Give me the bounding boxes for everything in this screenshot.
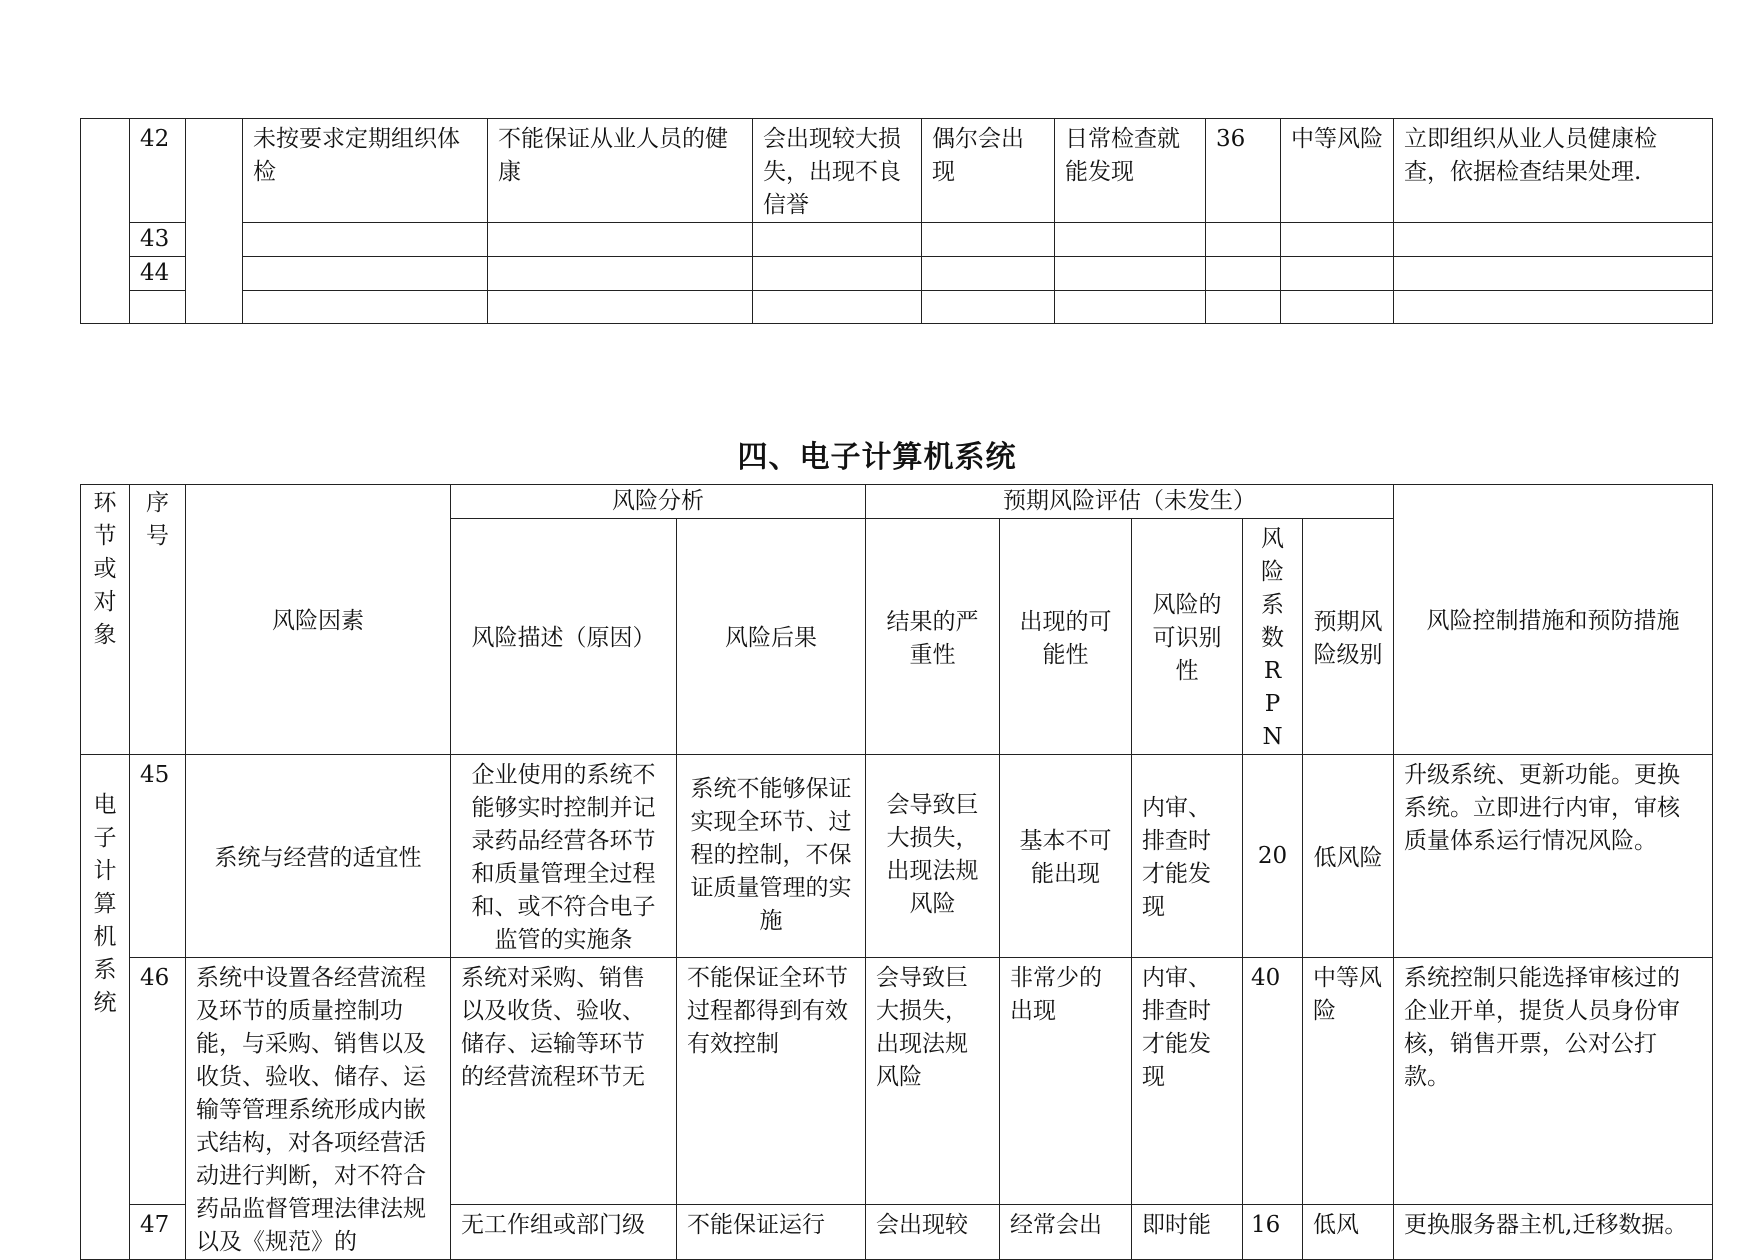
detectability-cell: 内审、排查时才能发现 <box>1132 958 1243 1205</box>
segment-label: 电子计算机系统 <box>93 792 117 1016</box>
risk-consequence-cell: 不能保证从业人员的健康 <box>488 119 753 223</box>
severity-cell: 会出现较大损失，出现不良信誉 <box>753 119 922 223</box>
control-measure-cell: 立即组织从业人员健康检查，依据检查结果处理. <box>1394 119 1713 223</box>
rpn-cell: 36 <box>1206 119 1281 223</box>
empty-cell <box>1206 291 1281 324</box>
empty-cell <box>1281 223 1394 257</box>
risk-description-cell: 无工作组或部门级 <box>451 1205 677 1260</box>
risk-table-continued <box>80 118 1713 324</box>
likelihood-header: 出现的可能性 <box>1000 519 1132 755</box>
empty-cell <box>1281 291 1394 324</box>
detectability-cell: 日常检查就能发现 <box>1055 119 1206 223</box>
empty-cell <box>488 291 753 324</box>
likelihood-cell: 偶尔会出现 <box>922 119 1055 223</box>
number-header-text: 序号 <box>146 490 169 549</box>
risk-description-header: 风险描述（原因） <box>451 519 677 755</box>
empty-cell <box>1206 223 1281 257</box>
detectability-header: 风险的可识别性 <box>1132 519 1243 755</box>
risk-factor-header: 风险因素 <box>186 485 451 755</box>
empty-cell <box>1055 257 1206 291</box>
risk-level-cell: 中等风险 <box>1303 958 1394 1205</box>
row-number: 45 <box>130 755 186 958</box>
empty-cell <box>922 223 1055 257</box>
empty-cell <box>243 223 488 257</box>
table-row <box>81 223 1713 257</box>
row-number: 42 <box>130 119 186 223</box>
control-measure-header: 风险控制措施和预防措施 <box>1394 485 1713 755</box>
empty-cell <box>753 257 922 291</box>
segment-header-text: 环节或对象 <box>93 490 117 648</box>
empty-cell <box>130 291 186 324</box>
section-title: 四、电子计算机系统 <box>737 440 1017 475</box>
risk-level-cell: 中等风险 <box>1281 119 1394 223</box>
empty-cell <box>1394 257 1713 291</box>
detectability-cell: 内审、排查时才能发现 <box>1132 755 1243 958</box>
segment-cell <box>81 119 130 324</box>
risk-consequence-cell: 不能保证运行 <box>677 1205 866 1260</box>
table-row <box>81 958 1713 1205</box>
empty-cell <box>1394 223 1713 257</box>
risk-description-cell: 系统对采购、销售以及收货、验收、储存、运输等环节的经营流程环节无 <box>451 958 677 1205</box>
empty-cell <box>488 257 753 291</box>
sub-segment-cell <box>186 119 243 324</box>
risk-analysis-header: 风险分析 <box>451 485 866 519</box>
likelihood-cell: 经常会出 <box>1000 1205 1132 1260</box>
risk-consequence-header: 风险后果 <box>677 519 866 755</box>
empty-cell <box>922 257 1055 291</box>
row-number: 43 <box>130 223 186 257</box>
expected-evaluation-header: 预期风险评估（未发生） <box>866 485 1394 519</box>
empty-cell <box>1281 257 1394 291</box>
severity-cell: 会导致巨大损失，出现法规风险 <box>866 755 1000 958</box>
likelihood-cell: 基本不可能出现 <box>1000 755 1132 958</box>
empty-cell <box>1394 291 1713 324</box>
risk-description-cell: 企业使用的系统不能够实时控制并记录药品经营各环节和质量管理全过程和、或不符合电子监管的实施条 <box>451 755 677 958</box>
empty-cell <box>1055 223 1206 257</box>
risk-factor-cell: 未按要求定期组织体检 <box>243 119 488 223</box>
rpn-cell: 16 <box>1243 1205 1303 1260</box>
control-measure-cell: 升级系统、更新功能。更换系统。立即进行内审，审核质量体系运行情况风险。 <box>1394 755 1713 958</box>
table-row <box>81 257 1713 291</box>
segment-header <box>81 485 130 755</box>
empty-cell <box>488 223 753 257</box>
rpn-cell: 40 <box>1243 958 1303 1205</box>
severity-cell: 会导致巨大损失，出现法规风险 <box>866 958 1000 1205</box>
risk-level-header: 预期风险级别 <box>1303 519 1394 755</box>
empty-cell <box>753 291 922 324</box>
rpn-header: 风险系数RPN <box>1243 519 1303 755</box>
control-measure-cell: 更换服务器主机,迁移数据。 <box>1394 1205 1713 1260</box>
table-row <box>81 291 1713 324</box>
empty-cell <box>753 223 922 257</box>
row-number: 47 <box>130 1205 186 1260</box>
row-number: 46 <box>130 958 186 1205</box>
empty-cell <box>243 257 488 291</box>
likelihood-cell: 非常少的出现 <box>1000 958 1132 1205</box>
table-row <box>81 755 1713 958</box>
header-row <box>81 485 1713 519</box>
severity-header: 结果的严重性 <box>866 519 1000 755</box>
number-header <box>130 485 186 755</box>
table-row <box>81 119 1713 223</box>
severity-cell: 会出现较 <box>866 1205 1000 1260</box>
risk-factor-cell: 系统与经营的适宜性 <box>186 755 451 958</box>
rpn-cell: 20 <box>1243 755 1303 958</box>
empty-cell <box>243 291 488 324</box>
empty-cell <box>922 291 1055 324</box>
risk-level-cell: 低风 <box>1303 1205 1394 1260</box>
risk-consequence-cell: 系统不能够保证实现全环节、过程的控制，不保证质量管理的实施 <box>677 755 866 958</box>
empty-cell <box>1055 291 1206 324</box>
risk-factor-cell: 系统中设置各经营流程及环节的质量控制功能，与采购、销售以及收货、验收、储存、运输等管理系统形成内嵌式结构，对各项经营活动进行判断，对不符合药品监督管理法律法规以及《规范》的 <box>186 958 451 1260</box>
control-measure-cell: 系统控制只能选择审核过的企业开单，提货人员身份审核，销售开票，公对公打款。 <box>1394 958 1713 1205</box>
risk-consequence-cell: 不能保证全环节过程都得到有效有效控制 <box>677 958 866 1205</box>
segment-cell <box>81 755 130 1260</box>
risk-table-computer-system <box>80 484 1713 1260</box>
row-number: 44 <box>130 257 186 291</box>
empty-cell <box>1206 257 1281 291</box>
risk-level-cell: 低风险 <box>1303 755 1394 958</box>
detectability-cell: 即时能 <box>1132 1205 1243 1260</box>
